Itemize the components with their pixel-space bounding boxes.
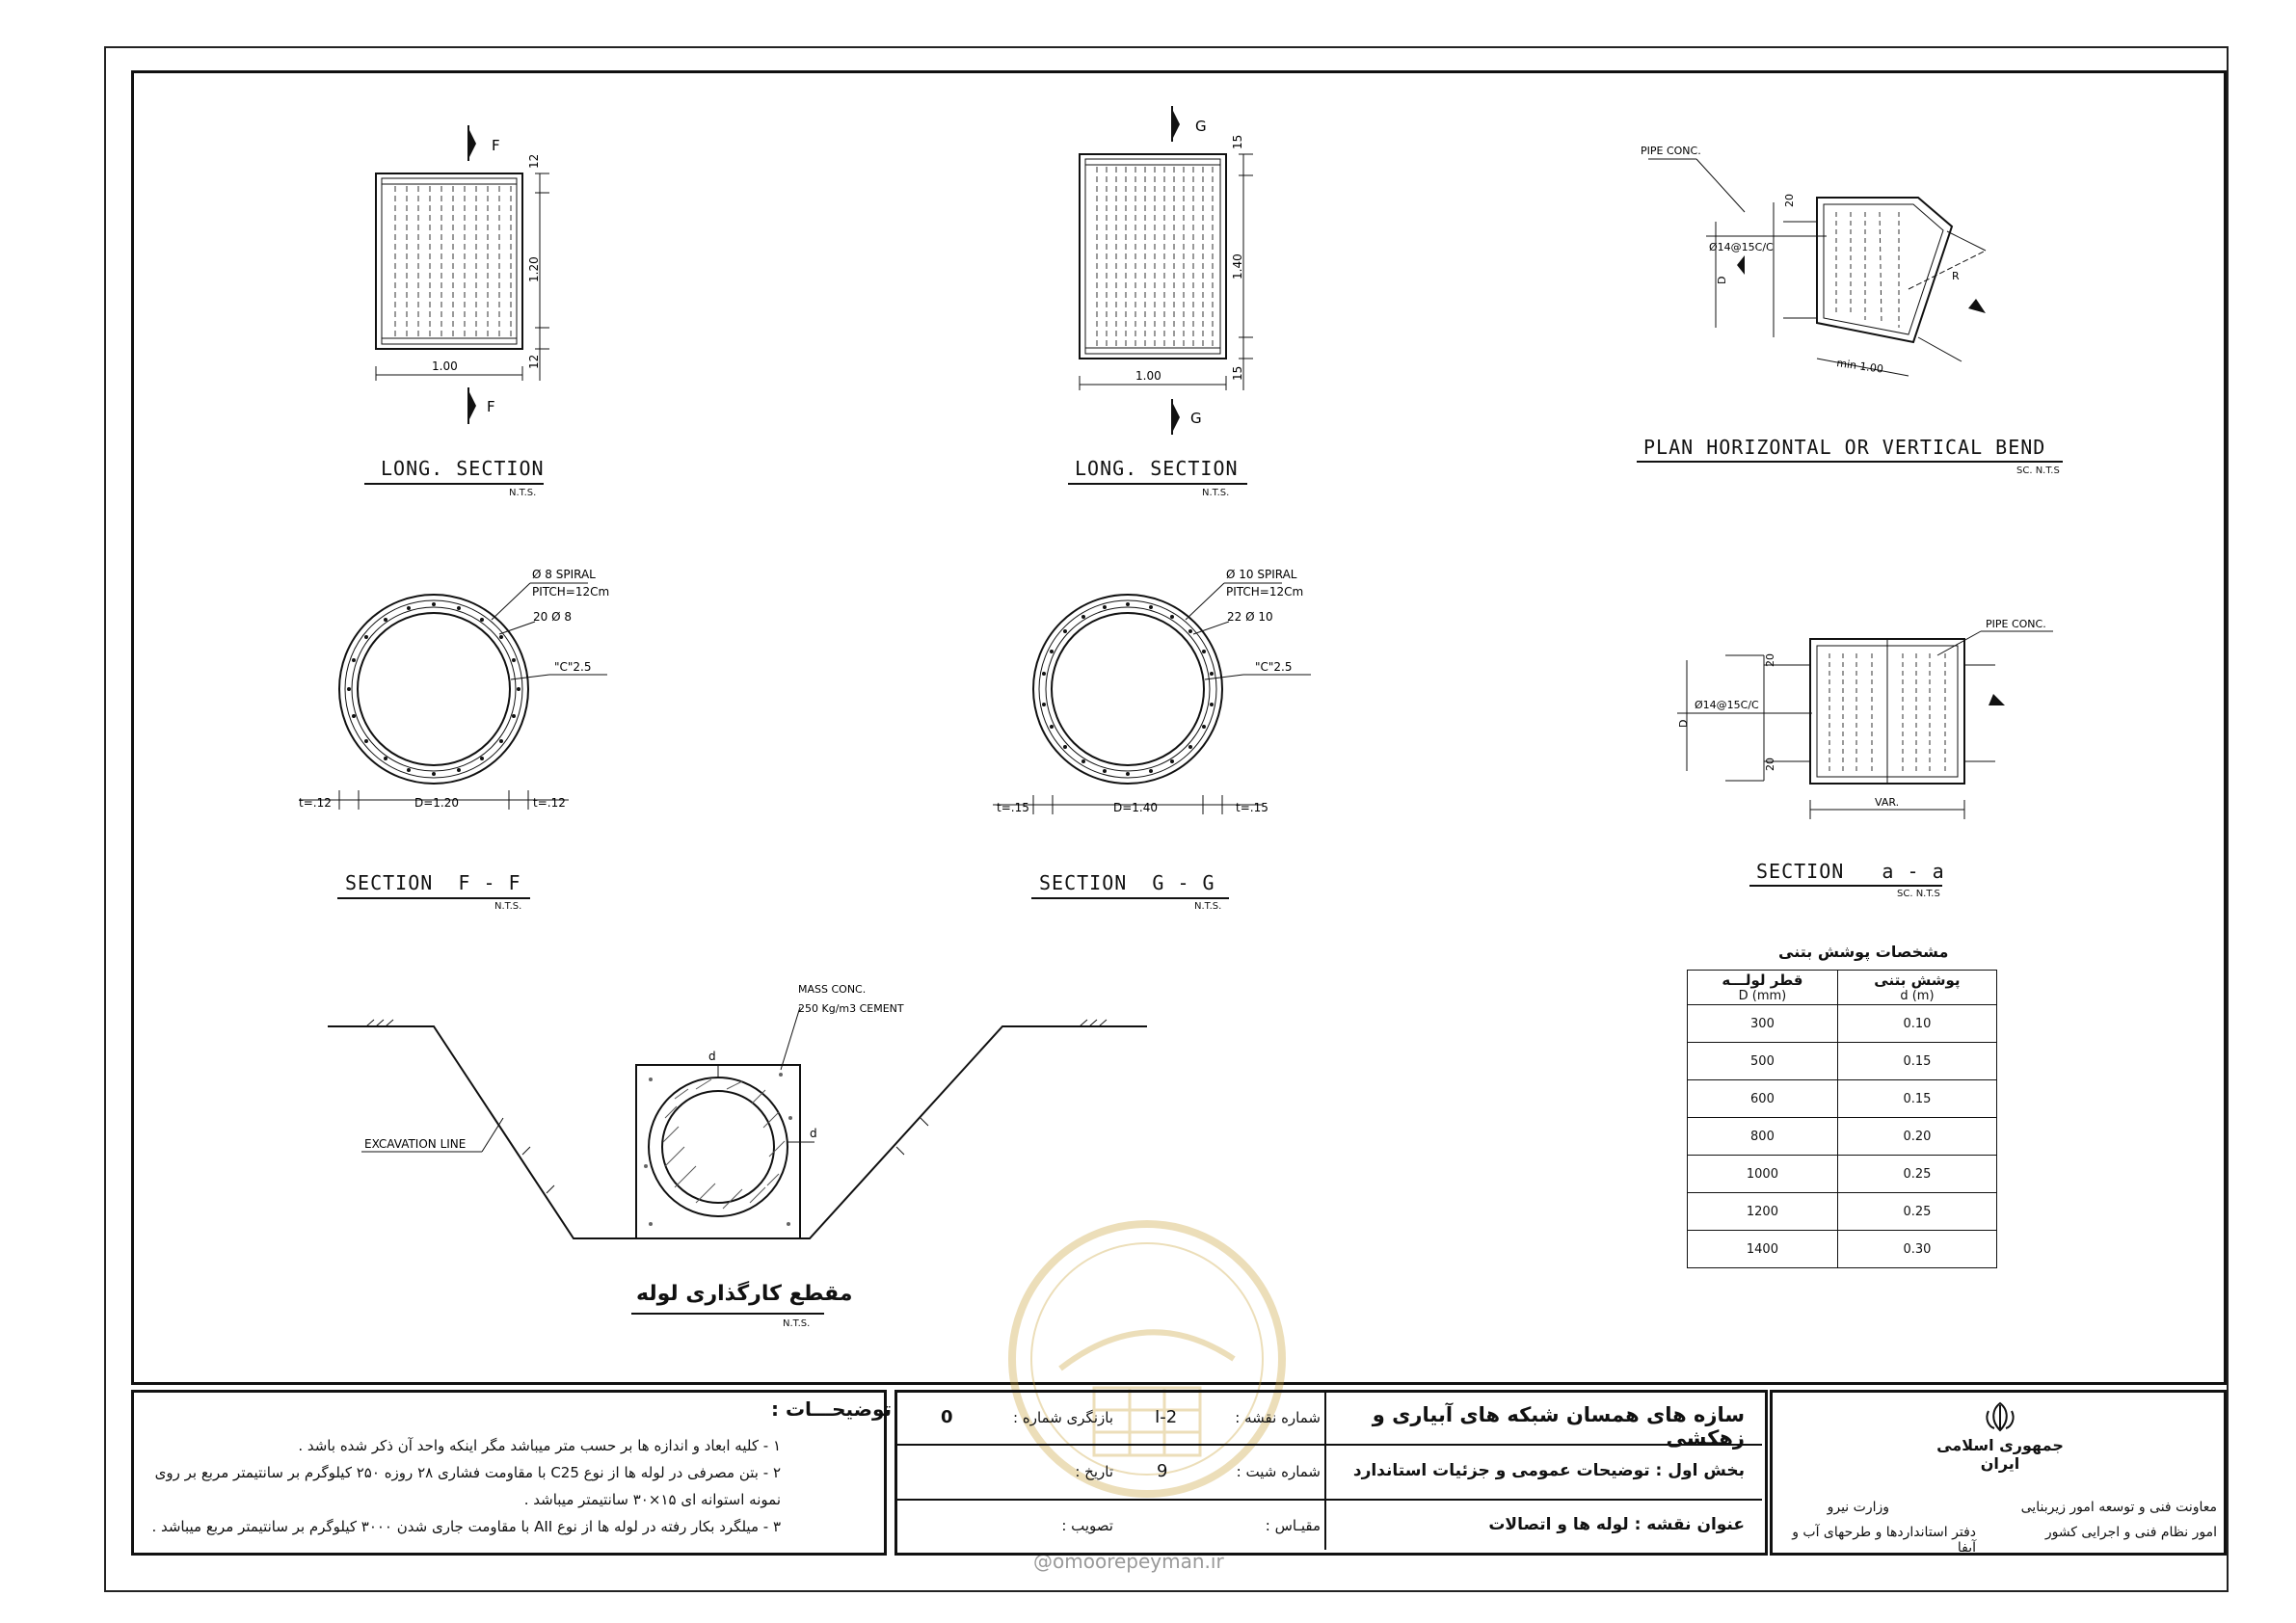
section-tag-g-top: G	[1195, 118, 1207, 135]
section-g-scale: N.T.S.	[1194, 901, 1222, 912]
label-bar: Ø14@15C/C	[1709, 241, 1774, 253]
pitch-label: PITCH=12Cm	[1226, 585, 1304, 599]
label-r: R	[1952, 270, 1960, 282]
section-g-title: SECTION G - G	[1039, 871, 1215, 894]
section-f-f	[289, 564, 636, 824]
section-f-underline	[337, 897, 530, 899]
table-row: 600 0.15	[1688, 1080, 1997, 1118]
t-right-label: t=.12	[533, 796, 566, 810]
info-grid-h2	[894, 1499, 1324, 1501]
d-label-top: d	[708, 1050, 716, 1063]
t-right-label: t=.15	[1236, 801, 1268, 814]
dim-top: 12	[527, 153, 541, 169]
plan-bend-underline	[1637, 461, 2063, 463]
dim-width: 1.00	[1135, 369, 1161, 383]
issuer-office: امور نظام فنی و اجرایی کشور	[2044, 1525, 2217, 1540]
section-g-underline	[1031, 897, 1229, 899]
info-grid-h4	[1324, 1499, 1762, 1501]
cover-label: "C"2.5	[554, 660, 592, 674]
plan-bend-title: PLAN HORIZONTAL OR VERTICAL BEND	[1643, 436, 2046, 459]
issuer-deputy: معاونت فنی و توسعه امور زیربنایی	[2020, 1500, 2217, 1515]
table-row: 1400 0.30	[1688, 1231, 1997, 1268]
spiral-label: Ø 10 SPIRAL	[1226, 568, 1297, 581]
dim-mid: 1.40	[1231, 253, 1244, 279]
section-f-title: SECTION F - F	[345, 871, 521, 894]
note-item: نمونه استوانه ای ۱۵×۳۰ سانتیمتر میباشد .	[523, 1491, 781, 1508]
drawing-title: عنوان نقشه : لوله ها و اتصالات	[1488, 1515, 1745, 1534]
installation-title: مقطع کارگذاری لوله	[636, 1282, 853, 1306]
bars-label: 22 Ø 10	[1227, 610, 1273, 624]
table-row: 800 0.20	[1688, 1118, 1997, 1156]
spec-table-caption: مشخصات پوشش بتنی	[1778, 943, 1949, 961]
long-section-g-underline	[1068, 483, 1247, 485]
section-aa-scale: SC. N.T.S	[1897, 889, 1940, 899]
sheet-label: شماره شیت :	[1236, 1463, 1321, 1480]
approval-label: تصویب :	[1061, 1517, 1113, 1534]
mass-label: MASS CONC.	[798, 983, 867, 996]
cement-label: 250 Kg/m3 CEMENT	[798, 1002, 904, 1015]
cover-label: "C"2.5	[1255, 660, 1293, 674]
label-min: min 1.00	[1835, 357, 1884, 376]
issuer-country: جمهوری اسلامی ایران	[1936, 1436, 2064, 1473]
notes-title: توضیحـــات :	[771, 1397, 893, 1421]
label-20: 20	[1783, 194, 1796, 207]
table-row: 300 0.10	[1688, 1005, 1997, 1043]
note-item: ۱ - کلیه ابعاد و اندازه ها بر حسب متر میباشد مگر اینکه واحد آن ذکر شده باشد .	[298, 1437, 781, 1454]
drawing-no-label: شماره نقشه :	[1235, 1409, 1321, 1426]
long-section-g-scale: N.T.S.	[1202, 488, 1230, 498]
long-section-f-title: LONG. SECTION	[381, 457, 545, 480]
dim-top: 15	[1231, 134, 1244, 149]
table-row: 1200 0.25	[1688, 1193, 1997, 1231]
section-tag-f-top: F	[492, 137, 500, 154]
note-item: ۳ - میلگرد بکار رفته در لوله ها از نوع AII با مقاومت جاری شدن ۳۰۰۰ کیلوگرم بر سانتیمتر مربع میباشد .	[151, 1518, 781, 1535]
issuer-bureau: دفتر استانداردها و طرحهای آب و آبفا	[1792, 1525, 1976, 1556]
info-grid-h1	[894, 1444, 1324, 1446]
iran-emblem-icon	[1981, 1399, 2019, 1434]
label-pipe: PIPE CONC.	[1641, 145, 1701, 157]
long-section-f-scale: N.T.S.	[509, 488, 537, 498]
drawing-no: I-2	[1155, 1407, 1178, 1427]
section-tag-f-bottom: F	[487, 398, 495, 415]
project-title: سازه های همسان شبکه های آبیاری و زهکشی	[1372, 1403, 1745, 1450]
pitch-label: PITCH=12Cm	[532, 585, 610, 599]
info-grid-v1	[1324, 1390, 1326, 1550]
t-left-label: t=.15	[997, 801, 1029, 814]
plan-bend	[1619, 135, 2024, 386]
note-item: ۲ - بتن مصرفی در لوله ها از نوع C25 با مقاومت فشاری ۲۸ روزه ۲۵۰ کیلوگرم بر سانتیمتر مربع بر روی	[154, 1464, 781, 1481]
section-f-scale: N.T.S.	[494, 901, 522, 912]
label-20-bottom: 20	[1764, 758, 1776, 771]
issuer-ministry: وزارت نیرو	[1827, 1500, 1889, 1515]
label-d: D	[1716, 276, 1728, 284]
watermark-url: @omoorepeyman.ir	[1033, 1550, 1224, 1573]
installation-underline	[631, 1313, 824, 1315]
dim-width: 1.00	[432, 359, 458, 373]
table-row: 1000 0.25	[1688, 1156, 1997, 1193]
diameter-label: D=1.20	[414, 796, 460, 810]
revision-no: 0	[941, 1407, 953, 1427]
revision-label: بازنگری شماره :	[1013, 1409, 1113, 1426]
spiral-label: Ø 8 SPIRAL	[532, 568, 596, 581]
scale-label: مقیـاس :	[1265, 1517, 1321, 1534]
d-label-side: d	[810, 1127, 817, 1140]
section-g-g	[983, 564, 1330, 824]
spec-head-right: پوشش بتنی d (m)	[1837, 971, 1996, 1005]
spec-table	[1687, 970, 1997, 1268]
installation-scale: N.T.S.	[783, 1318, 811, 1329]
label-pipe: PIPE CONC.	[1986, 618, 2046, 630]
section-aa-underline	[1749, 885, 1942, 887]
date-label: تاریخ :	[1075, 1463, 1113, 1480]
diameter-label: D=1.40	[1113, 801, 1159, 814]
long-section-f	[357, 120, 588, 429]
dim-mid: 1.20	[527, 256, 541, 282]
bars-label: 20 Ø 8	[533, 610, 572, 624]
excavation-label: EXCAVATION LINE	[364, 1137, 467, 1151]
table-row: 500 0.15	[1688, 1043, 1997, 1080]
long-section-f-underline	[364, 483, 544, 485]
label-d: D	[1677, 719, 1690, 728]
t-left-label: t=.12	[299, 796, 332, 810]
section-a-a	[1668, 617, 2063, 829]
dim-bot: 12	[527, 354, 541, 369]
long-section-g	[1060, 101, 1292, 439]
section-line: بخش اول : توضیحات عمومی و جزئیات استاندارد	[1352, 1461, 1745, 1480]
section-tag-g-bottom: G	[1190, 410, 1202, 427]
notes-list	[145, 1432, 781, 1540]
plan-bend-scale: SC. N.T.S	[2016, 466, 2060, 476]
dim-bot: 15	[1231, 365, 1244, 381]
label-20-top: 20	[1764, 653, 1776, 667]
label-bar: Ø14@15C/C	[1695, 699, 1759, 711]
long-section-g-title: LONG. SECTION	[1075, 457, 1239, 480]
spec-head-left: قطر لولـــه D (mm)	[1688, 971, 1838, 1005]
label-var: VAR.	[1875, 796, 1900, 809]
sheet-no: 9	[1157, 1461, 1168, 1481]
section-aa-title: SECTION a - a	[1756, 860, 1945, 883]
